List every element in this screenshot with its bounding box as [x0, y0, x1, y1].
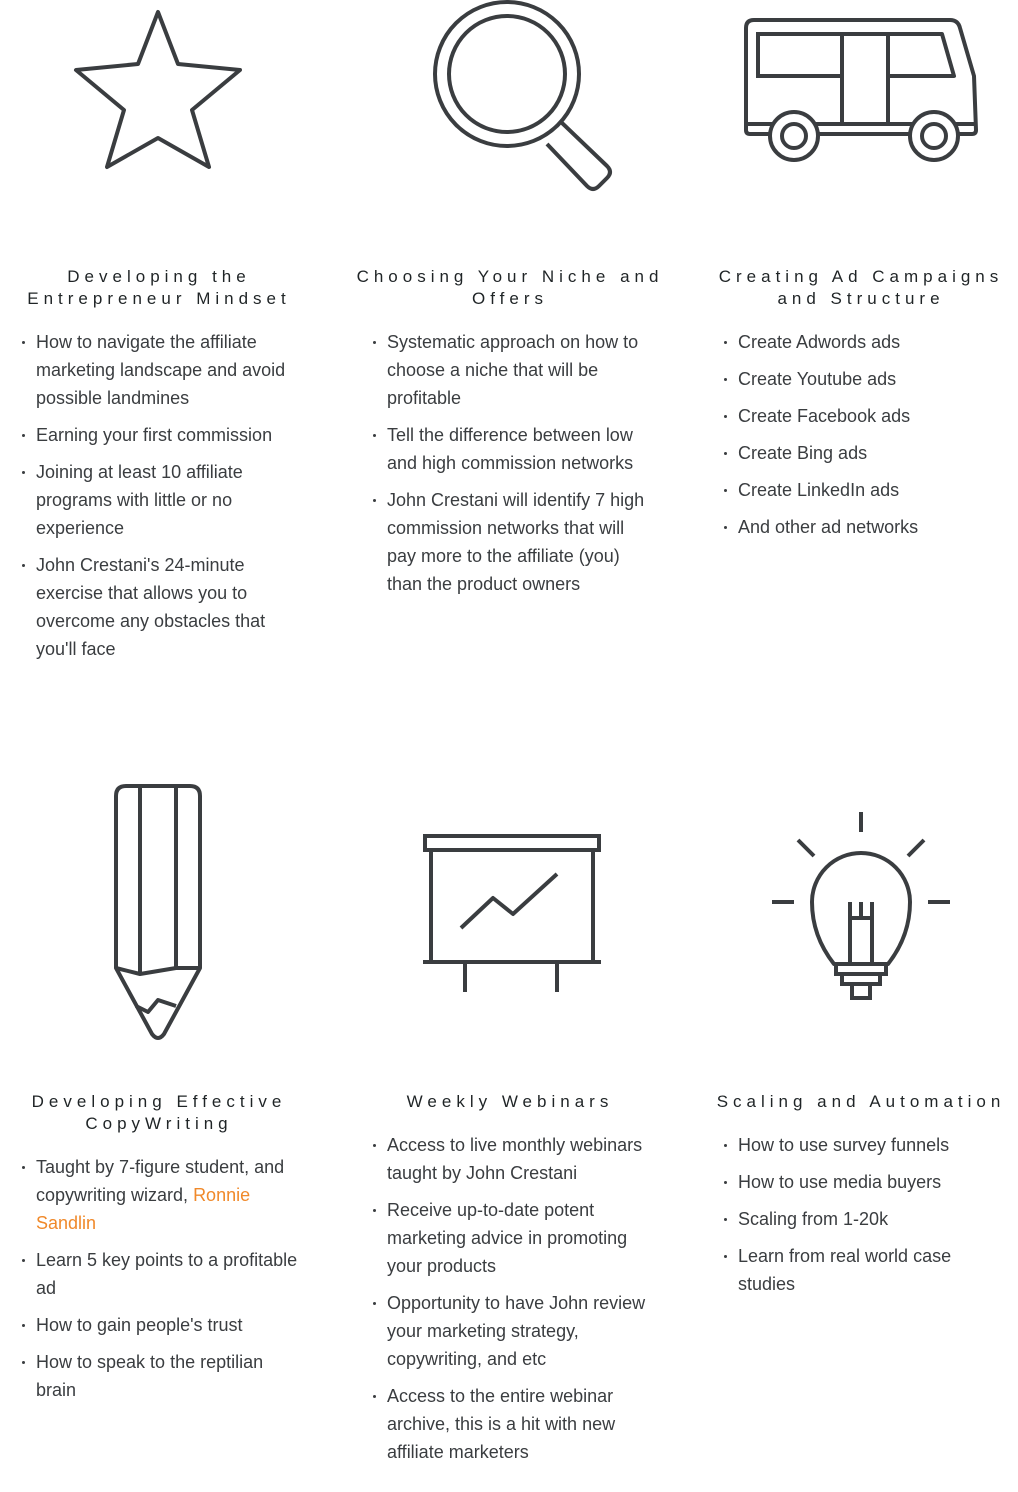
list-item: Scaling from 1-20k — [702, 1205, 1002, 1233]
list-item: Receive up-to-date potent marketing advice in promoting your products — [351, 1196, 651, 1280]
card-title: Developing Effective CopyWriting — [31, 1092, 287, 1133]
list-item: John Crestani will identify 7 high commission networks that will pay more to the affiliate (you) than the product owners — [351, 486, 651, 598]
card-title: Creating Ad Campaigns and Structure — [718, 267, 1004, 308]
ronnie-sandlin-link[interactable]: Ronnie Sandlin — [36, 1185, 251, 1233]
list-item — [0, 1153, 300, 1237]
list-item: Access to the entire webinar archive, this is a hit with new affiliate marketers — [351, 1382, 651, 1466]
list-item-text: Taught by 7-figure student, and copywriting wizard, — [36, 1157, 285, 1205]
bullet-list — [702, 1131, 1002, 1307]
bus-icon — [702, 0, 1018, 200]
card-title: Developing the Entrepreneur Mindset — [27, 267, 291, 308]
bullet-list — [702, 328, 1002, 550]
list-item: Create LinkedIn ads — [702, 476, 1002, 504]
list-item: How to navigate the affiliate marketing landscape and avoid possible landmines — [0, 328, 300, 412]
list-item: Learn from real world case studies — [702, 1242, 1002, 1298]
lightbulb-icon — [702, 780, 1018, 980]
list-item: Create Youtube ads — [702, 365, 1002, 393]
list-item: Create Bing ads — [702, 439, 1002, 467]
list-item: How to use media buyers — [702, 1168, 1002, 1196]
list-item: And other ad networks — [702, 513, 1002, 541]
bullet-list — [0, 328, 300, 672]
list-item: Opportunity to have John review your marketing strategy, copywriting, and etc — [351, 1289, 651, 1373]
list-item: How to speak to the reptilian brain — [0, 1348, 300, 1404]
list-item: Access to live monthly webinars taught by John Crestani — [351, 1131, 651, 1187]
list-item: Create Facebook ads — [702, 402, 1002, 430]
list-item: John Crestani's 24-minute exercise that allows you to overcome any obstacles that you'll face — [0, 551, 300, 663]
card-title: Choosing Your Niche and Offers — [356, 267, 664, 308]
magnifying-glass-icon — [351, 0, 669, 200]
list-item: Earning your first commission — [0, 421, 300, 449]
list-item: Systematic approach on how to choose a niche that will be profitable — [351, 328, 651, 412]
card-title: Weekly Webinars — [406, 1092, 614, 1111]
list-item: Tell the difference between low and high commission networks — [351, 421, 651, 477]
presentation-board-icon — [351, 780, 669, 980]
list-item: Create Adwords ads — [702, 328, 1002, 356]
bullet-list — [351, 1131, 651, 1475]
bullet-list — [0, 1153, 300, 1413]
list-item: How to use survey funnels — [702, 1131, 1002, 1159]
list-item: Joining at least 10 affiliate programs with little or no experience — [0, 458, 300, 542]
list-item: Learn 5 key points to a profitable ad — [0, 1246, 300, 1302]
star-icon — [0, 0, 318, 200]
pencil-icon — [0, 780, 318, 980]
bullet-list — [351, 328, 651, 607]
card-title: Scaling and Automation — [716, 1092, 1006, 1111]
list-item: How to gain people's trust — [0, 1311, 300, 1339]
